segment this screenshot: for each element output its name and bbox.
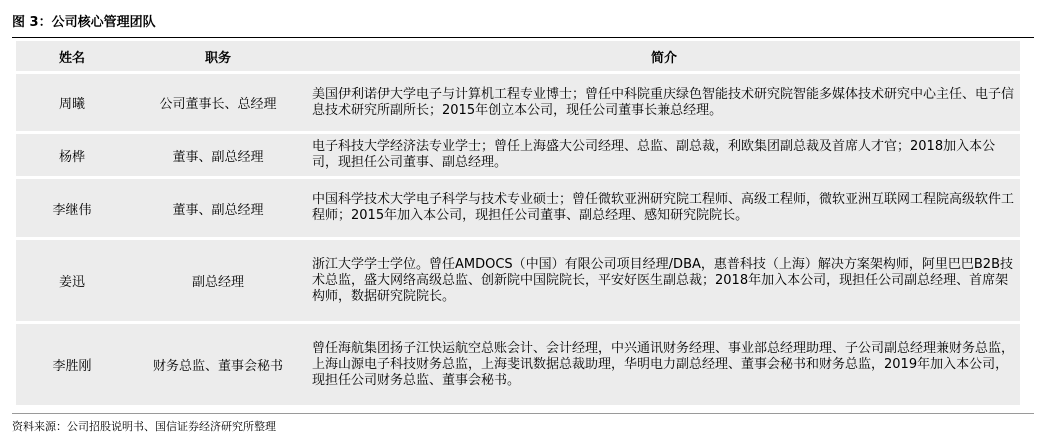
cell-position: 财务总监、董事会秘书 — [128, 321, 308, 405]
cell-name: 李继伟 — [16, 176, 128, 237]
cell-position: 公司董事长、总经理 — [128, 71, 308, 131]
table-row — [16, 176, 1020, 237]
cell-position: 董事、副总经理 — [128, 176, 308, 237]
figure-caption: 图 3：公司核心管理团队 — [12, 15, 156, 30]
cell-name: 李胜刚 — [16, 321, 128, 405]
cell-name: 杨桦 — [16, 131, 128, 176]
cell-name: 姜迅 — [16, 237, 128, 321]
cell-intro: 中国科学技术大学电子科学与技术专业硕士；曾任微软亚洲研究院工程师、高级工程师，微软亚洲互联网工程院高级软件工程师；2015年加入本公司，现担任公司董事、副总经理、感知研究院院长。 — [308, 176, 1020, 237]
footer-divider — [12, 413, 1034, 414]
cell-position: 副总经理 — [128, 237, 308, 321]
table-header-row — [16, 41, 1020, 71]
cell-position: 董事、副总经理 — [128, 131, 308, 176]
table-row — [16, 321, 1020, 405]
source-note: 资料来源：公司招股说明书、国信证券经济研究所整理 — [12, 420, 276, 433]
cell-intro: 电子科技大学经济法专业学士；曾任上海盛大公司经理、总监、副总裁，利欧集团副总裁及首席人才官；2018加入本公司，现担任公司董事、副总经理。 — [308, 131, 1020, 176]
header-position: 职务 — [128, 41, 308, 71]
management-team-table — [16, 41, 1020, 405]
table-row — [16, 71, 1020, 131]
table-row — [16, 237, 1020, 321]
header-name: 姓名 — [16, 41, 128, 71]
cell-intro: 美国伊利诺伊大学电子与计算机工程专业博士；曾任中科院重庆绿色智能技术研究院智能多媒体技术研究中心主任、电子信息技术研究所副所长；2015年创立本公司，现任公司董事长兼总经理。 — [308, 71, 1020, 131]
cell-intro: 浙江大学学士学位。曾任AMDOCS（中国）有限公司项目经理/DBA，惠普科技（上海）解决方案架构师，阿里巴巴B2B技术总监，盛大网络高级总监、创新院中国院院长，平安好医生副总裁；2018年加入本公司，现担任公司副总经理、首席架构师，数据研究院院长。 — [308, 237, 1020, 321]
table-row — [16, 131, 1020, 176]
cell-intro: 曾任海航集团扬子江快运航空总账会计、会计经理，中兴通讯财务经理、事业部总经理助理、子公司副总经理兼财务总监，上海山源电子科技财务总监，上海斐讯数据总裁助理，华明电力副总经理、董事会秘书和财务总监，2019年加入本公司，现担任公司财务总监、董事会秘书。 — [308, 321, 1020, 405]
caption-divider — [12, 37, 1034, 38]
cell-name: 周曦 — [16, 71, 128, 131]
header-intro: 简介 — [308, 41, 1020, 71]
